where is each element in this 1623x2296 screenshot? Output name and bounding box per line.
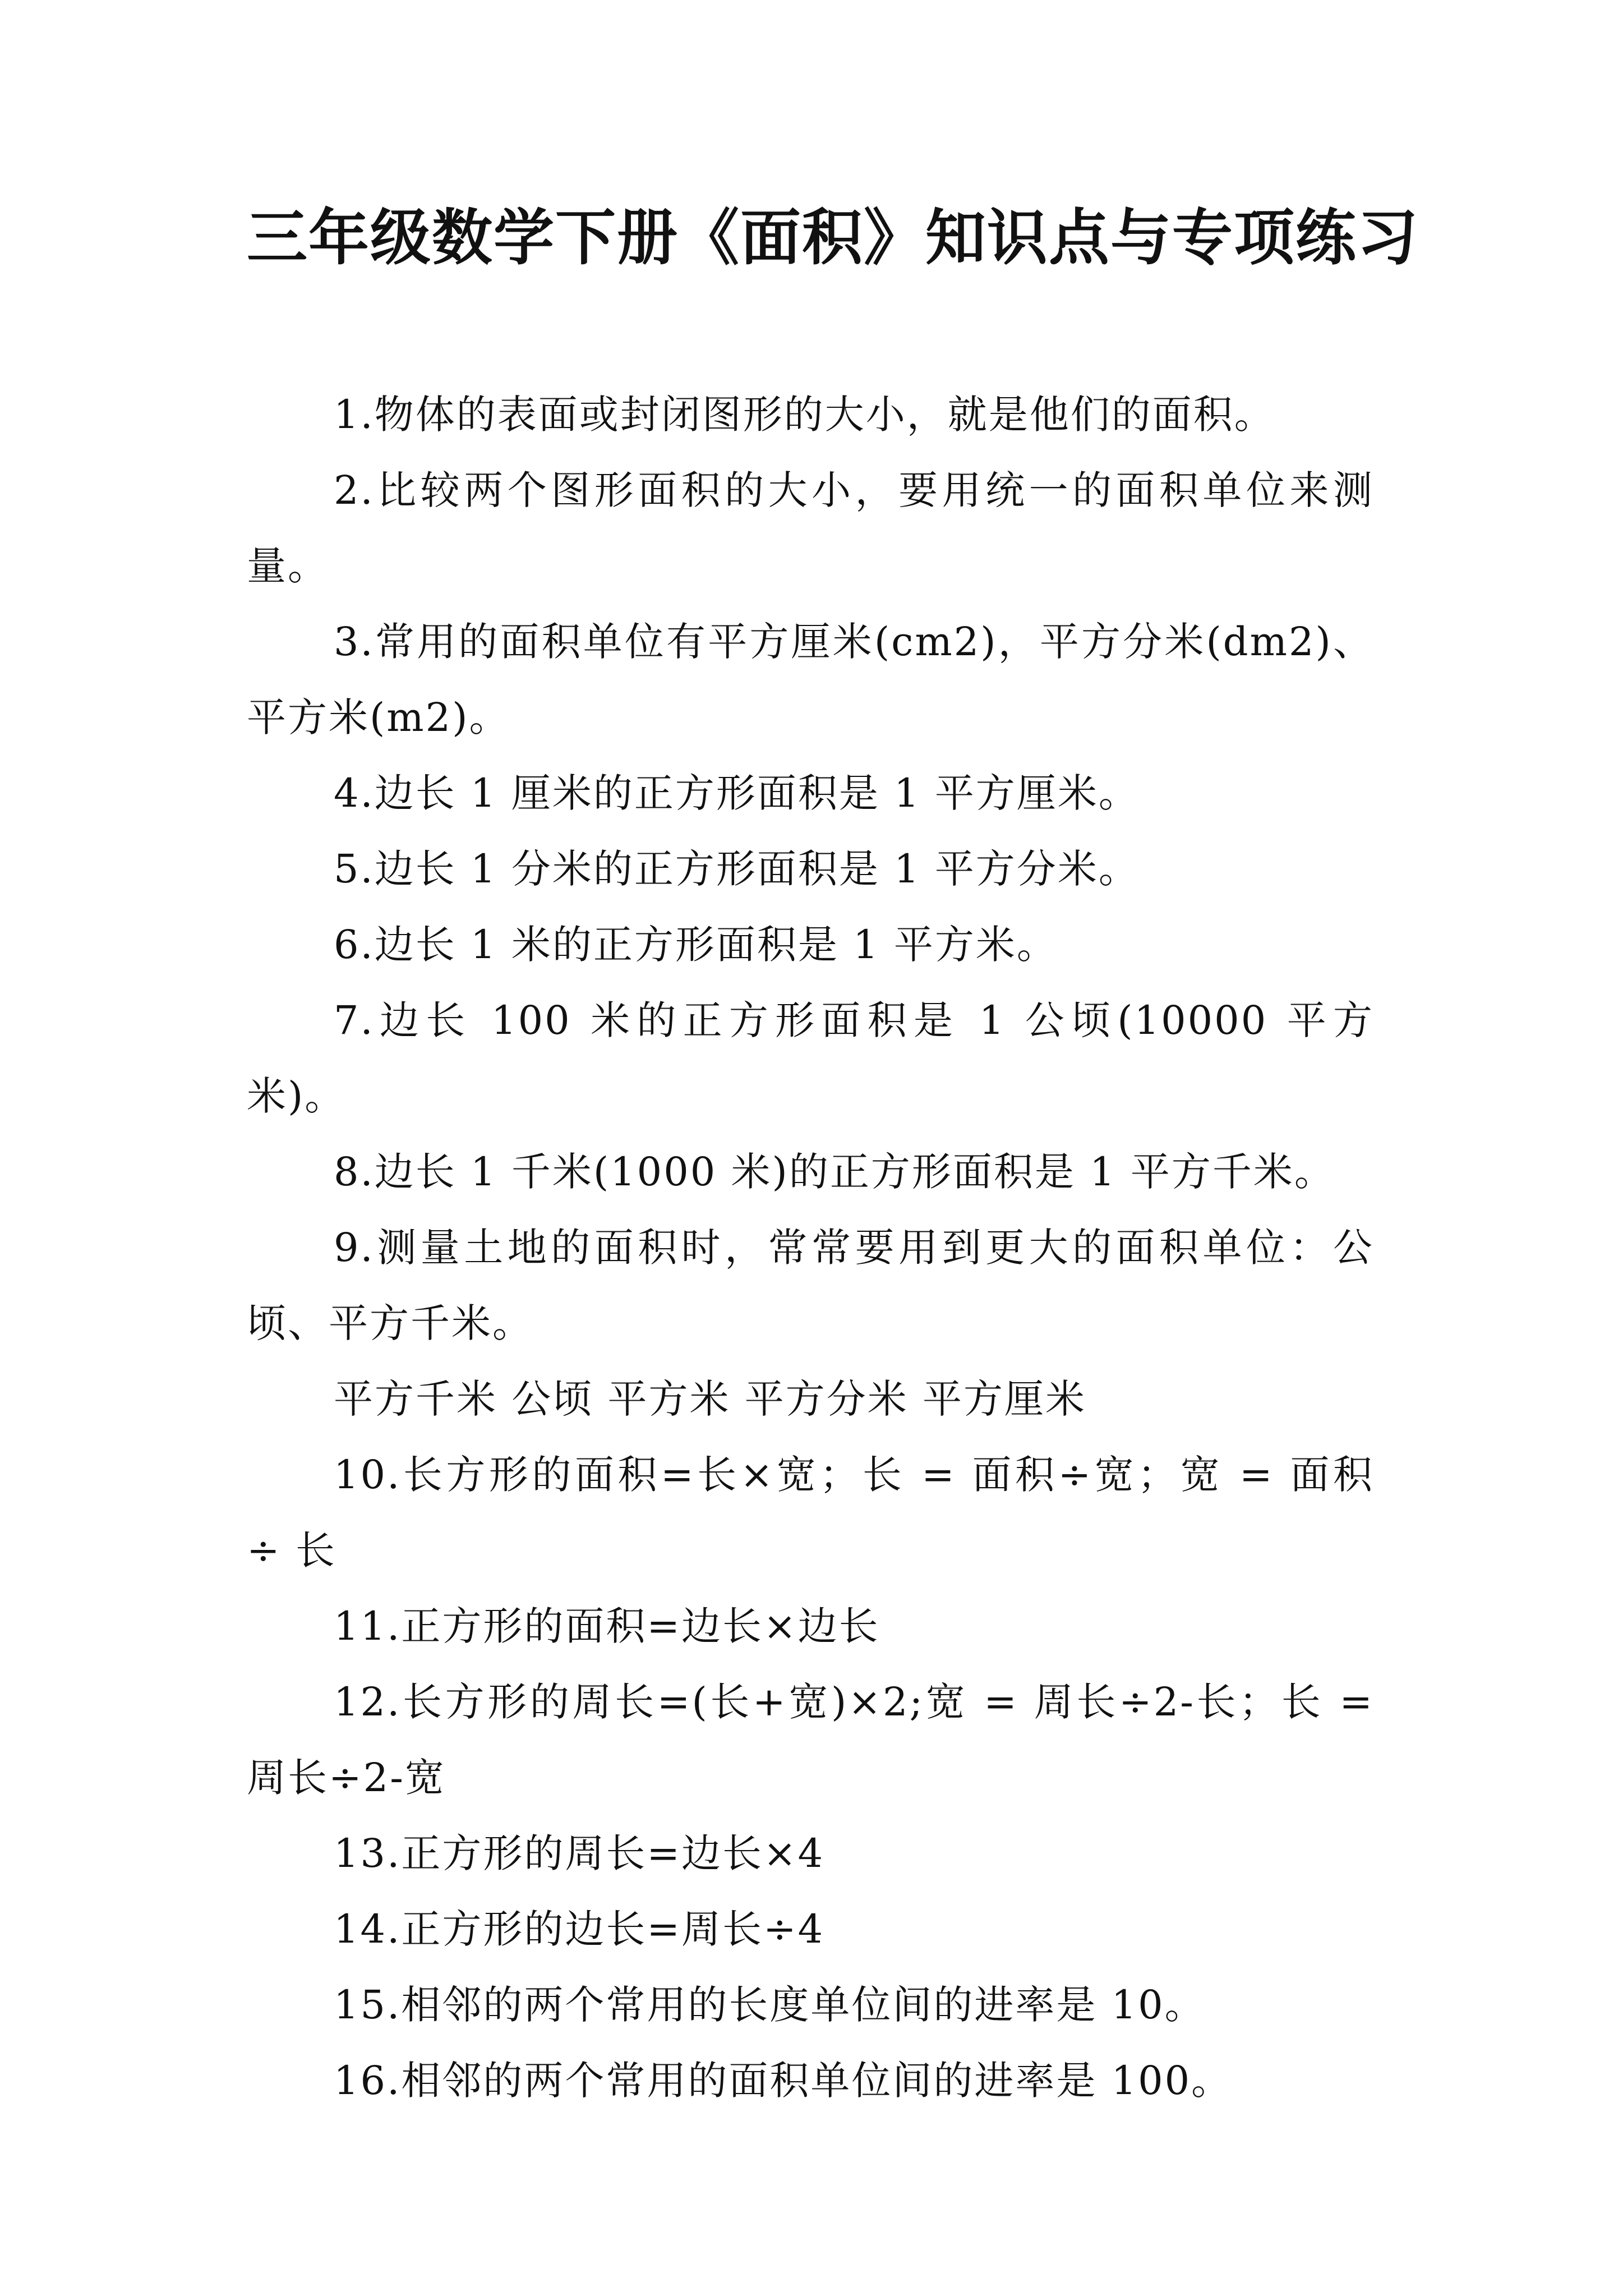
point-5: 5.边长 1 分米的正方形面积是 1 平方分米。	[334, 846, 1140, 892]
point-11: 11.正方形的面积=边长×边长	[334, 1603, 880, 1649]
point-3: 3.常用的面积单位有平方厘米(cm2)，平方分米(dm2)、平方米(m2)。	[247, 619, 1374, 740]
point-10: 10.长方形的面积=长×宽；长 = 面积÷宽；宽 = 面积 ÷ 长	[247, 1452, 1374, 1573]
point-9: 9.测量土地的面积时，常常要用到更大的面积单位：公顷、平方千米。	[247, 1225, 1374, 1346]
point-7: 7.边长 100 米的正方形面积是 1 公顷(10000 平方米)。	[247, 997, 1374, 1119]
page-title: 三年级数学下册《面积》知识点与专项练习	[247, 203, 1419, 273]
knowledge-points	[247, 377, 1374, 2119]
point-13: 13.正方形的周长=边长×4	[334, 1830, 825, 1876]
point-12: 12.长方形的周长=(长+宽)×2;宽 = 周长÷2-长；长 = 周长÷2-宽	[247, 1679, 1374, 1801]
point-4: 4.边长 1 厘米的正方形面积是 1 平方厘米。	[334, 770, 1140, 816]
point-16: 16.相邻的两个常用的面积单位间的进率是 100。	[334, 2058, 1233, 2104]
point-8: 8.边长 1 千米(1000 米)的正方形面积是 1 平方千米。	[334, 1149, 1335, 1195]
point-15: 15.相邻的两个常用的长度单位间的进率是 10。	[334, 1982, 1206, 2028]
point-6: 6.边长 1 米的正方形面积是 1 平方米。	[334, 922, 1058, 968]
point-2: 2.比较两个图形面积的大小，要用统一的面积单位来测量。	[247, 467, 1374, 589]
point-1: 1.物体的表面或封闭图形的大小，就是他们的面积。	[334, 392, 1275, 438]
point-14: 14.正方形的边长=周长÷4	[334, 1906, 825, 1952]
area-unit-order: 平方千米 公顷 平方米 平方分米 平方厘米	[334, 1376, 1087, 1422]
